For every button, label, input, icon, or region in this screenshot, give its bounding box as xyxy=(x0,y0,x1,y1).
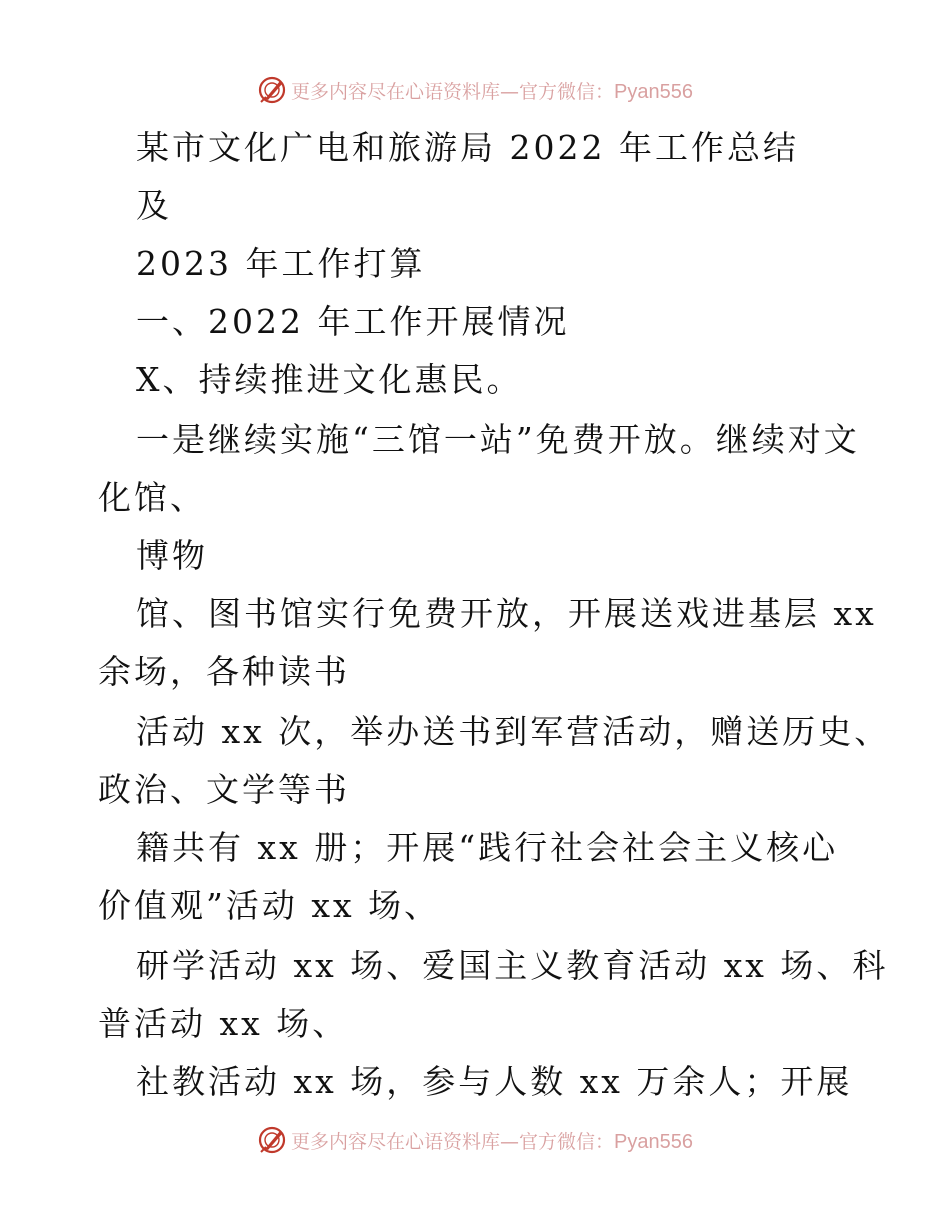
paragraph-line: 社教活动 xx 场，参与人数 xx 万余人；开展 xyxy=(136,1062,853,1101)
paragraph-line: 政治、文学等书 xyxy=(98,770,350,809)
paragraph-line: 籍共有 xx 册；开展“践行社会社会主义核心 xyxy=(136,828,839,867)
footer-watermark xyxy=(0,1120,950,1160)
paragraph-line: 余场，各种读书 xyxy=(98,652,350,691)
paragraph-line: 普活动 xx 场、 xyxy=(98,1004,349,1043)
paragraph-line: 博物 xyxy=(136,536,208,575)
subheading: X、持续推进文化惠民。 xyxy=(136,360,523,399)
quill-logo-icon xyxy=(257,75,287,105)
watermark-text: 更多内容尽在心语资料库—官方微信：Pyan556 xyxy=(291,80,693,103)
watermark-text: 更多内容尽在心语资料库—官方微信：Pyan556 xyxy=(291,1130,693,1153)
document-title-line-1: 某市文化广电和旅游局 2022 年工作总结 xyxy=(136,128,799,167)
paragraph-line: 馆、图书馆实行免费开放，开展送戏进基层 xx xyxy=(136,594,877,633)
header-watermark xyxy=(0,70,950,110)
paragraph-line: 活动 xx 次，举办送书到军营活动，赠送历史、 xyxy=(136,712,891,751)
document-title-line-3: 2023 年工作打算 xyxy=(136,244,426,283)
paragraph-line: 价值观”活动 xx 场、 xyxy=(98,886,441,925)
quill-logo-icon xyxy=(257,1125,287,1155)
paragraph-line: 一是继续实施“三馆一站”免费开放。继续对文 xyxy=(136,420,860,459)
section-heading: 一、2022 年工作开展情况 xyxy=(136,302,570,341)
paragraph-line: 化馆、 xyxy=(98,478,206,517)
document-title-line-2: 及 xyxy=(136,186,172,225)
paragraph-line: 研学活动 xx 场、爱国主义教育活动 xx 场、科 xyxy=(136,946,889,985)
